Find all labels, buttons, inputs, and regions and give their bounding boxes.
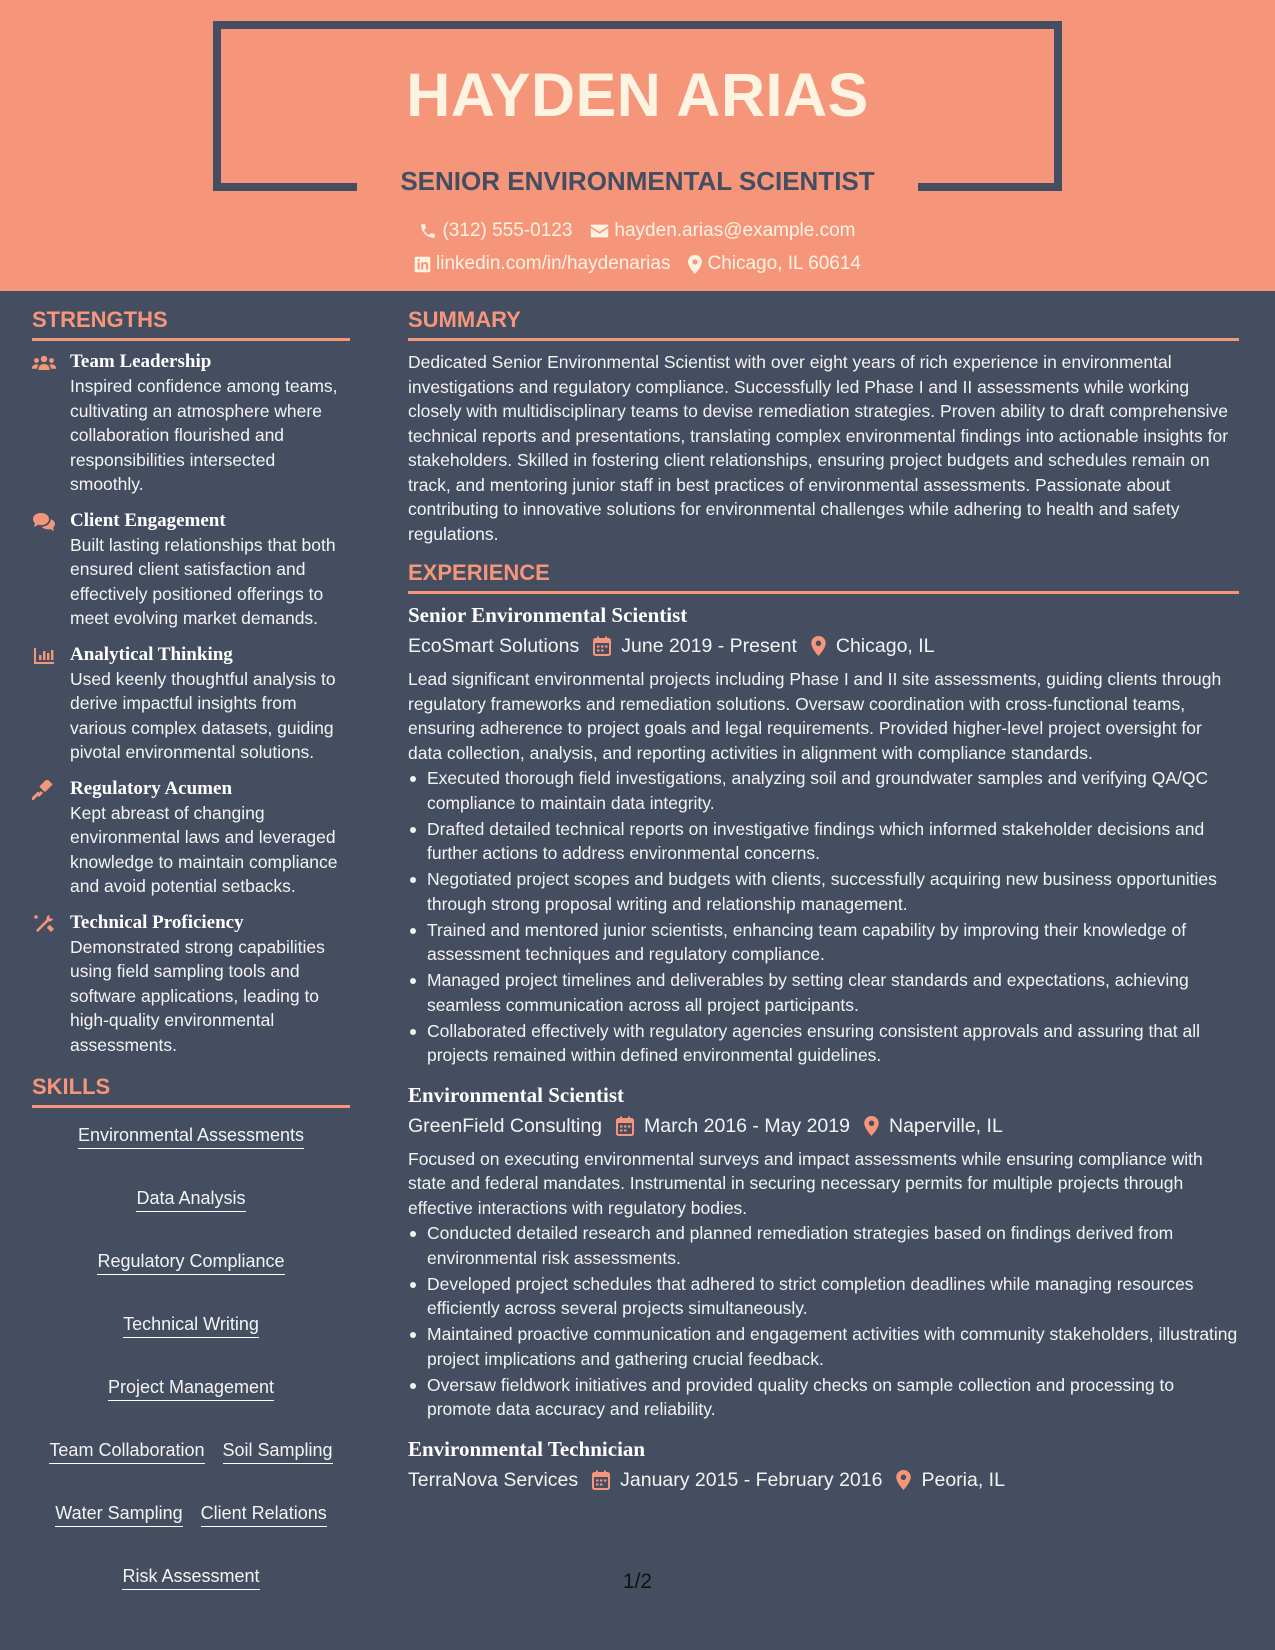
job-location: Peoria, IL <box>921 1468 1005 1491</box>
job-company: EcoSmart Solutions <box>408 635 580 657</box>
left-column <box>32 291 350 1590</box>
contact-row-1 <box>0 220 1275 242</box>
resume-header <box>0 0 1275 291</box>
job-meta <box>408 1466 1239 1494</box>
skill-tag: Project Management <box>108 1376 274 1401</box>
skill-tag: Team Collaboration <box>49 1439 204 1464</box>
linkedin-icon <box>414 256 431 273</box>
comments-icon <box>32 512 56 532</box>
contact-linkedin[interactable] <box>414 253 670 275</box>
strengths-list <box>32 350 350 1057</box>
envelope-icon <box>590 223 609 239</box>
job-description: Focused on executing environmental surveys and impact assessments while ensuring compliance with state and federal mandates. Instrumental in securing necessary permits for multiple projects through effective interactions with regulatory bodies. <box>408 1148 1203 1218</box>
phone-text: (312) 555-0123 <box>442 220 573 241</box>
job-bullet: Collaborated effectively with regulatory agencies ensuring consistent approvals and assuring that all projects remained within defined environmental guidelines. <box>408 1019 1239 1068</box>
job-location: Chicago, IL <box>835 635 935 657</box>
skill-tag: Client Relations <box>201 1502 327 1527</box>
strength-description: Used keenly thoughtful analysis to derive impactful insights from various complex datasets, guiding pivotal environmental solutions. <box>70 668 336 762</box>
strengths-heading: STRENGTHS <box>32 307 350 341</box>
job-bullet: Managed project timelines and deliverables by setting clear standards and expectations, achieving seamless communication across all project participants. <box>408 968 1239 1017</box>
linkedin-text: linkedin.com/in/haydenarias <box>436 253 671 274</box>
job-entry <box>408 602 1239 1068</box>
calendar-icon <box>616 1116 634 1136</box>
strength-item <box>32 911 350 1058</box>
job-bullet: Developed project schedules that adhered to strict completion deadlines while managing resources efficiently across several projects simultaneously. <box>408 1272 1239 1321</box>
skill-tag: Risk Assessment <box>122 1565 259 1590</box>
phone-icon <box>419 222 437 240</box>
strength-title: Client Engagement <box>70 509 226 531</box>
map-pin-icon <box>688 255 702 274</box>
job-bullet: Executed thorough field investigations, analyzing soil and groundwater samples and verifying QA/QC compliance to maintain data integrity. <box>408 766 1239 815</box>
job-company: TerraNova Services <box>408 1468 579 1491</box>
candidate-title: SENIOR ENVIRONMENTAL SCIENTIST <box>400 166 875 196</box>
chart-bar-icon <box>32 646 56 666</box>
job-description: Lead significant environmental projects including Phase I and II site assessments, guiding clients through regulatory frameworks and remediation solutions. Oversaw coordination with cross-functional teams, ensuring adherence to project goals and legal requirements. Provided higher-level project oversight for data collection, analysis, and reporting activities in alignment with compliance standards. <box>408 669 1222 763</box>
contact-phone[interactable] <box>419 220 572 242</box>
map-pin-icon <box>896 1470 911 1490</box>
gavel-icon <box>32 780 56 800</box>
contact-row-2 <box>0 253 1275 275</box>
calendar-icon <box>592 1470 610 1490</box>
job-bullet: Trained and mentored junior scientists, enhancing team capability by improving their knowledge of assessment techniques and regulatory compliance. <box>408 918 1239 967</box>
job-title: Environmental Scientist <box>408 1082 625 1107</box>
strength-item <box>32 509 350 631</box>
skill-tag: Regulatory Compliance <box>97 1250 284 1275</box>
job-meta <box>408 1112 1239 1140</box>
job-bullets <box>408 1221 1239 1422</box>
job-bullet: Negotiated project scopes and budgets with clients, successfully acquiring new business opportunities through strong proposal writing and relationship management. <box>408 867 1239 916</box>
job-meta <box>408 632 1239 660</box>
job-bullet: Conducted detailed research and planned remediation strategies based on findings derived from environmental risk assessments. <box>408 1221 1239 1270</box>
strength-description: Kept abreast of changing environmental laws and leveraged knowledge to maintain compliance and avoid potential setbacks. <box>70 802 338 896</box>
skills-heading: SKILLS <box>32 1074 350 1108</box>
candidate-name: HAYDEN ARIAS <box>406 61 869 129</box>
job-entry <box>408 1082 1239 1422</box>
strength-item <box>32 777 350 899</box>
strength-description: Inspired confidence among teams, cultivating an atmosphere where collaboration flourished and responsibilities intersected smoothly. <box>70 376 338 494</box>
skill-tag: Environmental Assessments <box>78 1124 304 1149</box>
job-location: Naperville, IL <box>888 1114 1003 1137</box>
contact-location <box>688 253 861 275</box>
job-title: Environmental Technician <box>408 1436 646 1461</box>
skill-tag: Soil Sampling <box>223 1439 333 1464</box>
map-pin-icon <box>864 1116 879 1136</box>
page-number: 1/2 <box>622 1570 653 1593</box>
job-company: GreenField Consulting <box>408 1114 603 1137</box>
strength-description: Built lasting relationships that both ensured client satisfaction and effectively positioned offerings to meet evolving market demands. <box>70 534 336 628</box>
skill-tag: Data Analysis <box>136 1187 245 1212</box>
strength-title: Analytical Thinking <box>70 643 233 665</box>
location-text: Chicago, IL 60614 <box>707 253 861 274</box>
right-column <box>408 291 1239 1494</box>
skill-tag: Water Sampling <box>55 1502 182 1527</box>
summary-text: Dedicated Senior Environmental Scientist with over eight years of rich experience in environmental investigations and regulatory compliance. Successfully led Phase I and II assessments while working closely with multidisciplinary teams to devise remediation strategies. Proven ability to draft comprehensive technical reports and presentations, translating complex environmental findings into actionable insights for stakeholders. Skilled in fostering client relationships, ensuring project budgets and schedules remain on track, and mentoring junior staff in best practices of environmental assessments. Passionate about contributing to innovative solutions for environmental challenges while adhering to health and safety regulations. <box>408 352 1229 544</box>
job-dates: June 2019 - Present <box>621 635 797 657</box>
job-bullets <box>408 766 1239 1068</box>
map-pin-icon <box>811 636 826 656</box>
contact-email[interactable] <box>590 220 855 242</box>
experience-heading: EXPERIENCE <box>408 560 1239 594</box>
strength-title: Technical Proficiency <box>70 911 244 933</box>
job-entry <box>408 1436 1239 1494</box>
calendar-icon <box>593 636 611 656</box>
strength-title: Regulatory Acumen <box>70 777 233 799</box>
skills-list <box>32 1124 350 1590</box>
job-dates: January 2015 - February 2016 <box>620 1468 883 1491</box>
users-icon <box>32 353 56 373</box>
skill-tag: Technical Writing <box>123 1313 259 1338</box>
job-title: Senior Environmental Scientist <box>408 603 688 627</box>
job-bullet: Oversaw fieldwork initiatives and provided quality checks on sample collection and processing to promote data accuracy and reliability. <box>408 1373 1239 1422</box>
summary-heading: SUMMARY <box>408 307 1239 341</box>
strength-item <box>32 350 350 497</box>
strength-description: Demonstrated strong capabilities using field sampling tools and software applications, leading to high-quality environmental assessments. <box>70 936 325 1055</box>
job-bullet: Maintained proactive communication and engagement activities with community stakeholders, illustrating project implications and gathering crucial feedback. <box>408 1322 1239 1371</box>
strength-item <box>32 643 350 765</box>
job-dates: March 2016 - May 2019 <box>644 1114 850 1137</box>
tools-icon <box>32 914 56 934</box>
strength-title: Team Leadership <box>70 351 212 372</box>
email-text: hayden.arias@example.com <box>614 220 856 241</box>
job-bullet: Drafted detailed technical reports on investigative findings which informed stakeholder decisions and further actions to address environmental concerns. <box>408 817 1239 866</box>
